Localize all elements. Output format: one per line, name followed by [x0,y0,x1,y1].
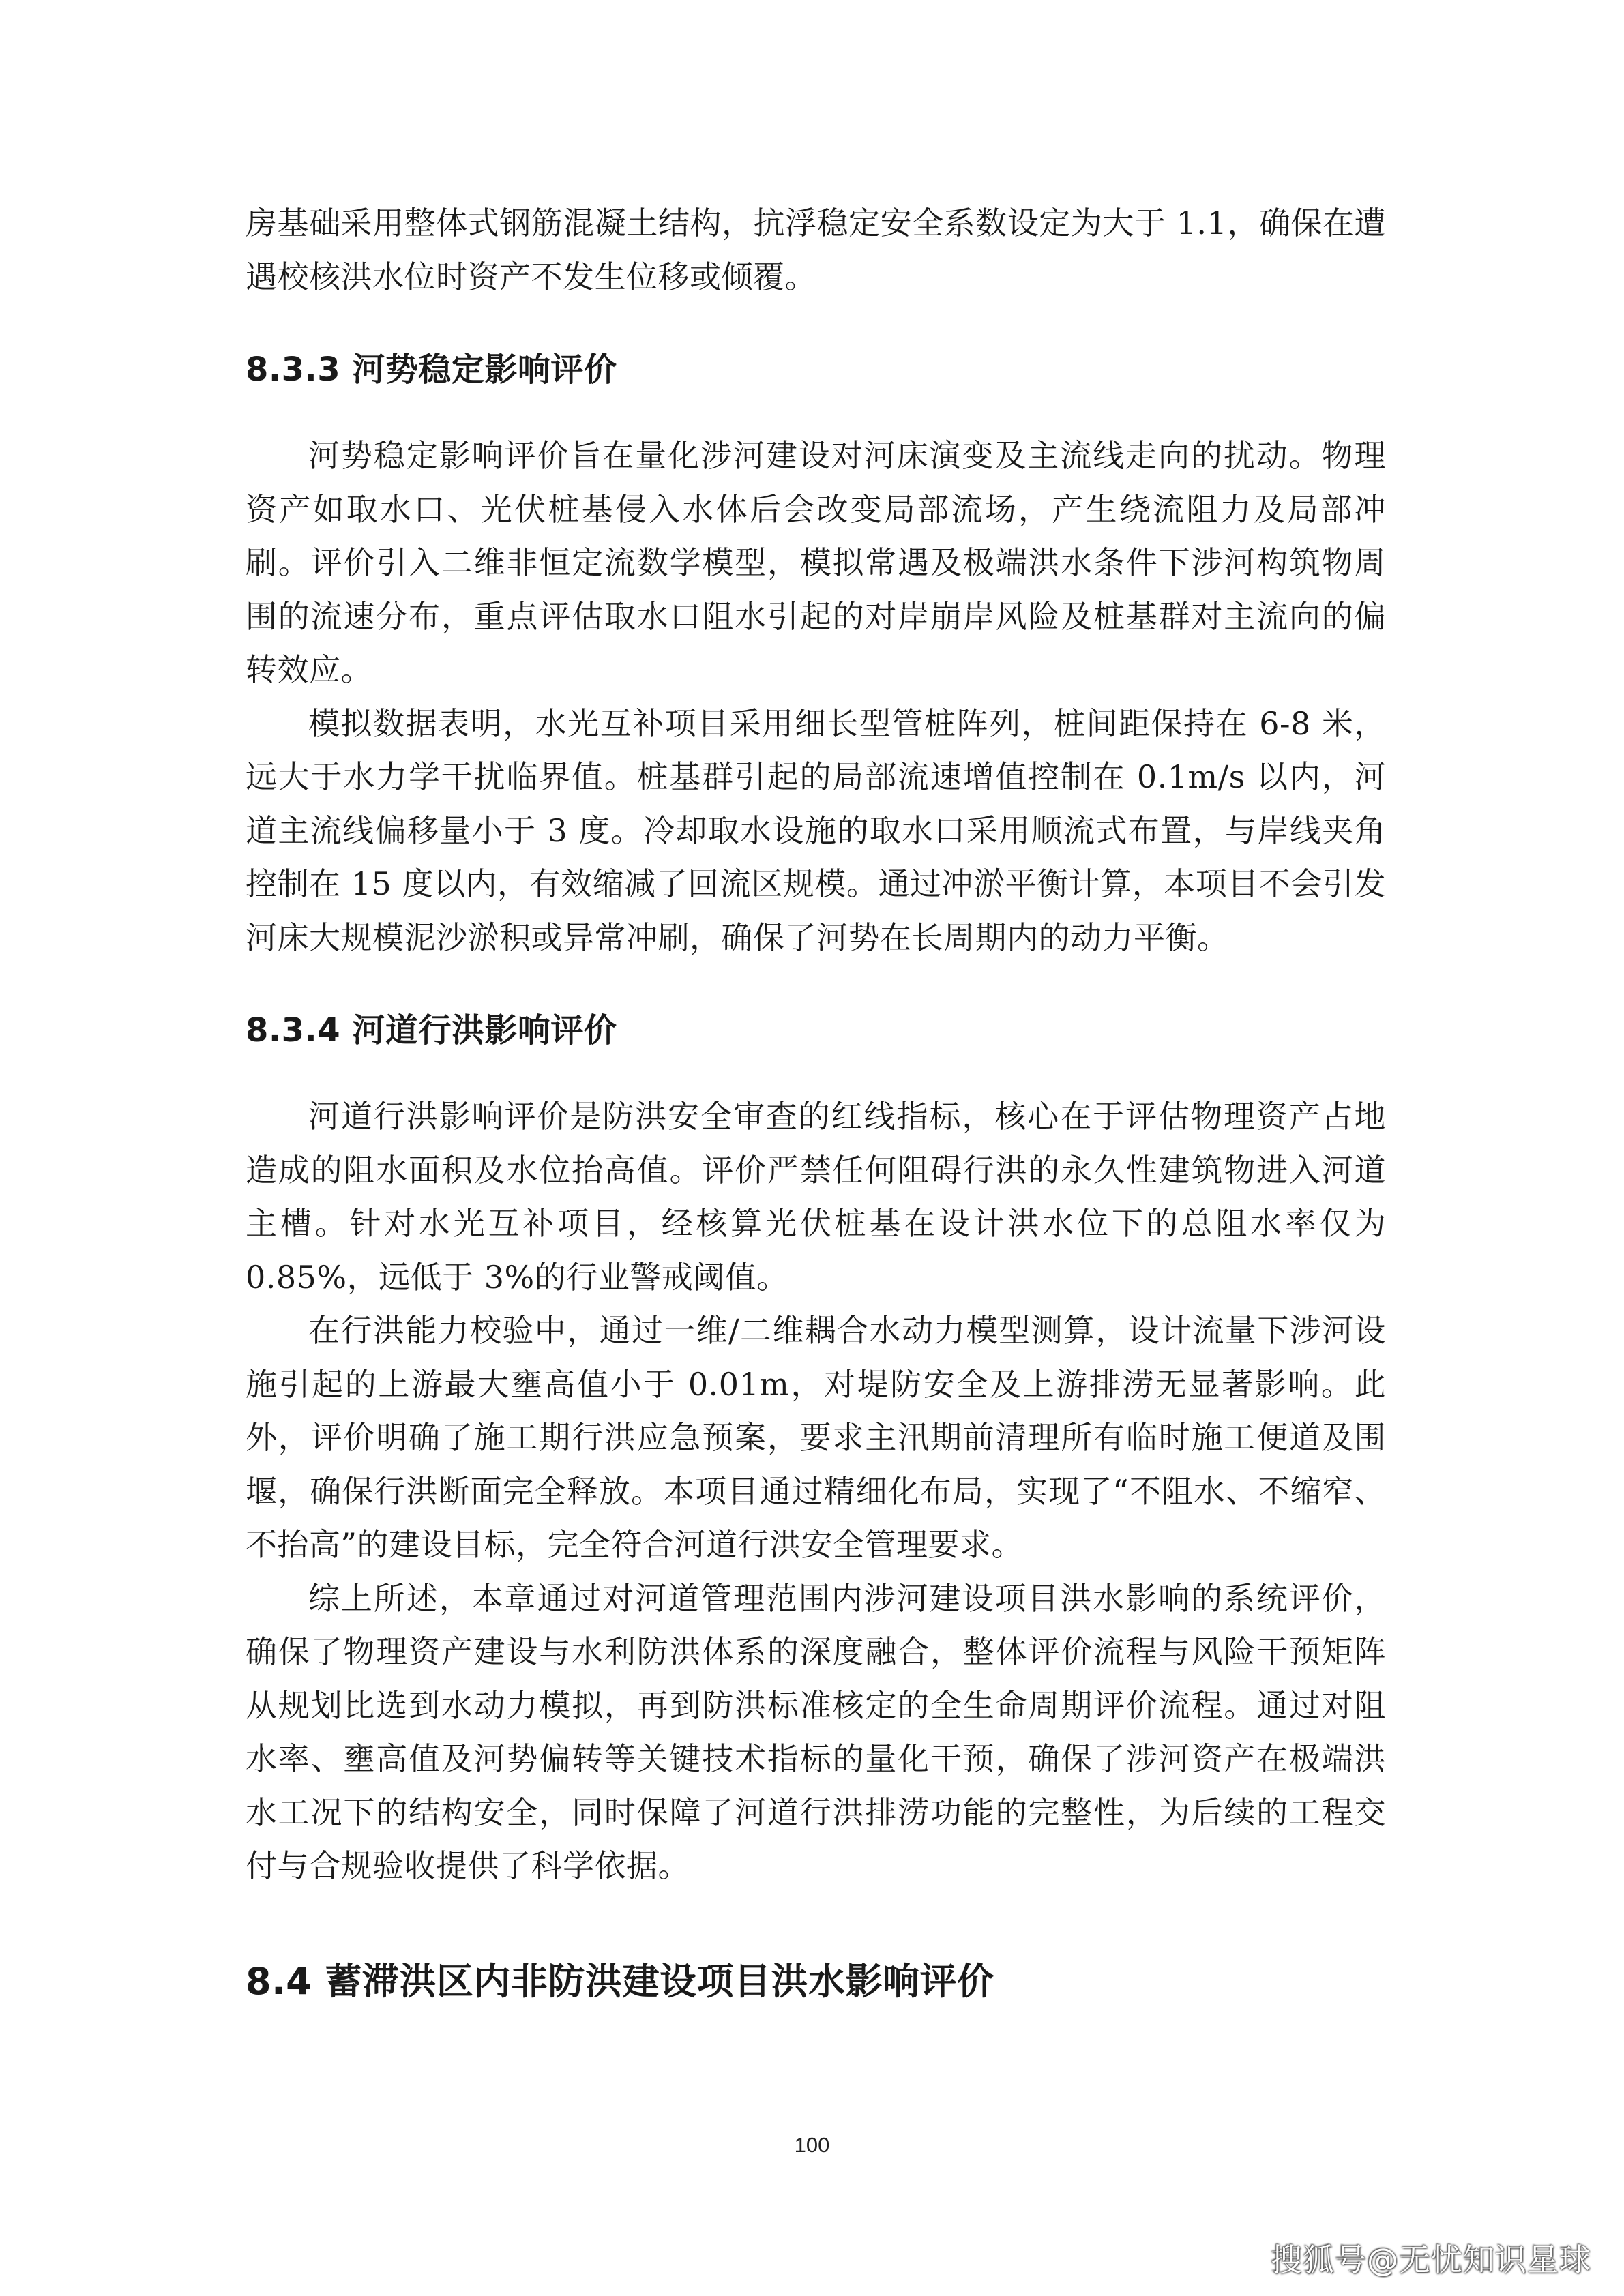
section-8-3-3-paragraph-2: 模拟数据表明，水光互补项目采用细长型管桩阵列，桩间距保持在 6-8 米，远大于水力学干扰临界值。桩基群引起的局部流速增值控制在 0.1m/s 以内，河道主流线偏移量小于 3 度。冷却取水设施的取水口采用顺流式布置，与岸线夹角控制在 15 度以内，有效缩减了回流区规模。通过冲淤平衡计算，本项目不会引发河床大规模泥沙淤积或异常冲刷，确保了河势在长周期内的动力平衡。 [246,704,1386,956]
section-heading-8-3-3: 8.3.3 河势稳定影响评价 [246,351,617,389]
section-heading-8-3-4: 8.3.4 河道行洪影响评价 [246,1011,617,1049]
page-content [246,196,1386,2010]
watermark-text: 搜狐号@无忧知识星球 [1271,2241,1591,2278]
section-heading-8-4: 8.4 蓄滞洪区内非防洪建设项目洪水影响评价 [246,1959,994,2003]
section-8-3-4-paragraph-3: 综上所述，本章通过对河道管理范围内涉河建设项目洪水影响的系统评价，确保了物理资产建设与水利防洪体系的深度融合，整体评价流程与风险干预矩阵从规划比选到水动力模拟，再到防洪标准核定的全生命周期评价流程。通过对阻水率、壅高值及河势偏转等关键技术指标的量化干预，确保了涉河资产在极端洪水工况下的结构安全，同时保障了河道行洪排涝功能的完整性，为后续的工程交付与合规验收提供了科学依据。 [246,1579,1386,1884]
page-number: 100 [794,2133,830,2157]
intro-paragraph: 房基础采用整体式钢筋混凝土结构，抗浮稳定安全系数设定为大于 1.1，确保在遭遇校核洪水位时资产不发生位移或倾覆。 [246,205,1386,295]
section-8-3-4-paragraph-2: 在行洪能力校验中，通过一维/二维耦合水动力模型测算，设计流量下涉河设施引起的上游最大壅高值小于 0.01m，对堤防安全及上游排涝无显著影响。此外，评价明确了施工期行洪应急预案，要求主汛期前清理所有临时施工便道及围堰，确保行洪断面完全释放。本项目通过精细化布局，实现了“不阻水、不缩窄、不抬高”的建设目标，完全符合河道行洪安全管理要求。 [246,1312,1386,1563]
section-8-3-4-paragraph-1: 河道行洪影响评价是防洪安全审查的红线指标，核心在于评估物理资产占地造成的阻水面积及水位抬高值。评价严禁任何阻碍行洪的永久性建筑物进入河道主槽。针对水光互补项目，经核算光伏桩基在设计洪水位下的总阻水率仅为 0.85%，远低于 3%的行业警戒阈值。 [246,1098,1386,1296]
section-8-3-3-paragraph-1: 河势稳定影响评价旨在量化涉河建设对河床演变及主流线走向的扰动。物理资产如取水口、光伏桩基侵入水体后会改变局部流场，产生绕流阻力及局部冲刷。评价引入二维非恒定流数学模型，模拟常遇及极端洪水条件下涉河构筑物周围的流速分布，重点评估取水口阻水引起的对岸崩岸风险及桩基群对主流向的偏转效应。 [246,437,1386,688]
